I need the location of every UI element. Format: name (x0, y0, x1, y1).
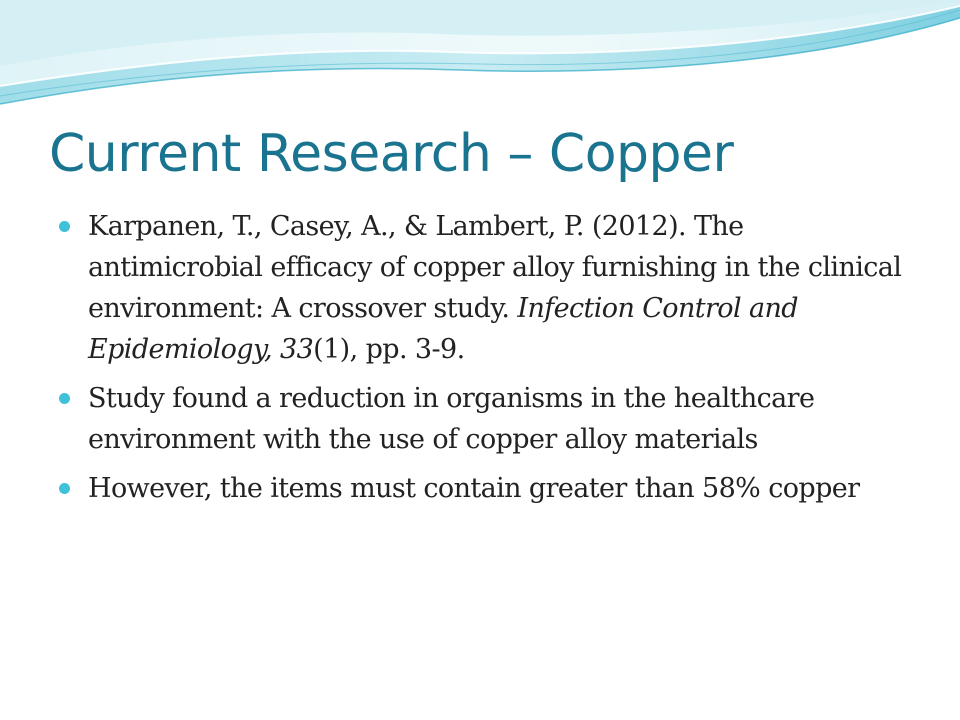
bullet-text: However, the items must contain greater than 58% copper (88, 473, 860, 504)
slide-title: Current Research – Copper (49, 124, 734, 184)
bullet-copper-requirement (58, 468, 908, 509)
bullet-dot-icon (59, 483, 70, 494)
bullet-list (58, 206, 908, 517)
bullet-text: Study found a reduction in organisms in the healthcare environment with the use of copper alloy materials (88, 383, 815, 455)
bullet-study-finding (58, 378, 908, 460)
bullet-dot-icon (59, 221, 70, 232)
bullet-dot-icon (59, 393, 70, 404)
citation-authors-title: Karpanen, T., Casey, A., & Lambert, P. (2012). The antimicrobial efficacy of copper alloy furnishing in the clinical environment: A crossover study. (88, 211, 902, 324)
decorative-wave-header (0, 0, 960, 120)
bullet-citation (58, 206, 908, 370)
citation-journal: Infection Control and Epidemiology, (88, 293, 798, 365)
citation-volume: 33 (280, 334, 314, 365)
citation-issue-pages: (1), pp. 3-9. (313, 334, 465, 365)
